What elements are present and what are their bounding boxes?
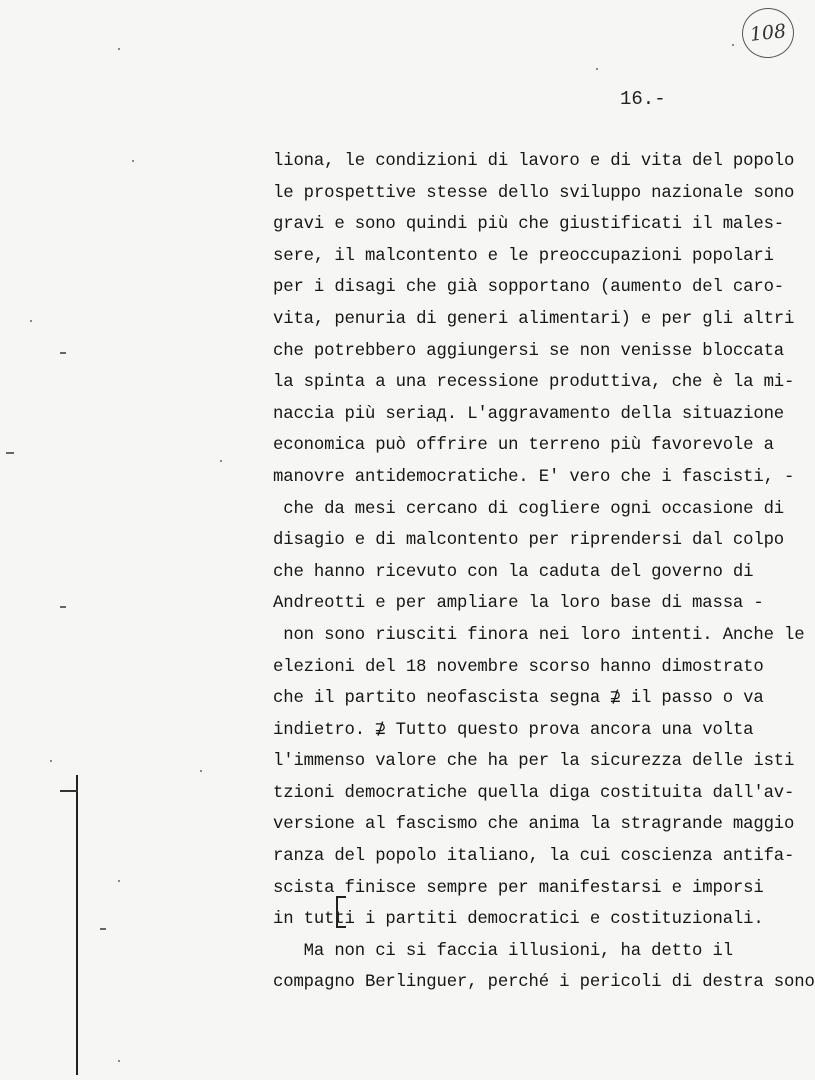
text-line: ranza del popolo italiano, la cui coscienza antifa- <box>273 847 795 867</box>
text-line: manovre antidemocratiche. E' vero che i fascisti, - <box>273 467 795 487</box>
margin-vertical-rule <box>76 775 78 1075</box>
text-line: economica può offrire un terreno più favorevole a <box>273 436 774 456</box>
text-line: indietro. ⊉ Tutto questo prova ancora una volta <box>273 720 754 740</box>
scan-speck <box>220 460 222 462</box>
text-line: che da mesi cercano di cogliere ogni occasione di <box>273 499 785 519</box>
text-line: in tutti i partiti democratici e costituzionali. <box>273 910 764 930</box>
text-line: non sono riusciti finora nei loro intenti. Anche le <box>273 625 805 645</box>
text-line: Andreotti e per ampliare la loro base di massa - <box>273 594 764 614</box>
text-line: che potrebbero aggiungersi se non venisse bloccata <box>273 341 785 361</box>
scan-speck <box>732 44 734 46</box>
text-line: che hanno ricevuto con la caduta del governo di <box>273 562 754 582</box>
page-number: 16.- <box>620 88 666 110</box>
text-line: scista finisce sempre per manifestarsi e imporsi <box>273 878 764 898</box>
scan-speck <box>30 320 32 322</box>
scan-dash <box>100 928 106 930</box>
text-line: la spinta a una recessione produttiva, che è la mi- <box>273 373 795 393</box>
scan-speck <box>50 760 52 762</box>
text-line: disagio e di malcontento per riprendersi dal colpo <box>273 531 785 551</box>
text-line: vita, penuria di generi alimentari) e per gli altri <box>273 309 795 329</box>
text-line: Ma non ci si faccia illusioni, ha detto il <box>273 941 733 961</box>
scan-dash <box>60 352 66 354</box>
text-line: compagno Berlinguer, perché i pericoli di destra sono <box>273 973 815 993</box>
text-line: versione al fascismo che anima la stragrande maggio <box>273 815 795 835</box>
scan-speck <box>118 1060 120 1062</box>
scan-dash <box>6 452 14 454</box>
text-line: gravi e sono quindi più che giustificati il males- <box>273 215 785 235</box>
text-line: naccia più seriaд. L'aggravamento della situazione <box>273 404 785 424</box>
text-line: per i disagi che già sopportano (aumento del caro- <box>273 278 785 298</box>
scan-dash <box>60 606 66 608</box>
stamp-number: 108 <box>748 20 788 46</box>
text-line: le prospettive stesse dello sviluppo nazionale sono <box>273 183 795 203</box>
scan-speck <box>596 68 598 70</box>
text-line: sere, il malcontento e le preoccupazioni popolari <box>273 246 774 266</box>
archive-stamp <box>740 5 797 60</box>
margin-tick-mark <box>60 790 78 792</box>
body-text <box>273 146 815 999</box>
scan-speck <box>118 880 120 882</box>
text-line: l'immenso valore che ha per la sicurezza delle isti <box>273 752 795 772</box>
paragraph-bracket-mark <box>336 896 346 928</box>
text-line: che il partito neofascista segna ⊉ il passo o va <box>273 689 764 709</box>
text-line: liona, le condizioni di lavoro e di vita del popolo <box>273 152 795 171</box>
scan-speck <box>200 770 202 772</box>
scan-speck <box>118 48 120 50</box>
text-line: elezioni del 18 novembre scorso hanno dimostrato <box>273 657 764 677</box>
scan-speck <box>132 160 134 162</box>
text-line: tzioni democratiche quella diga costituita dall'av- <box>273 783 795 803</box>
